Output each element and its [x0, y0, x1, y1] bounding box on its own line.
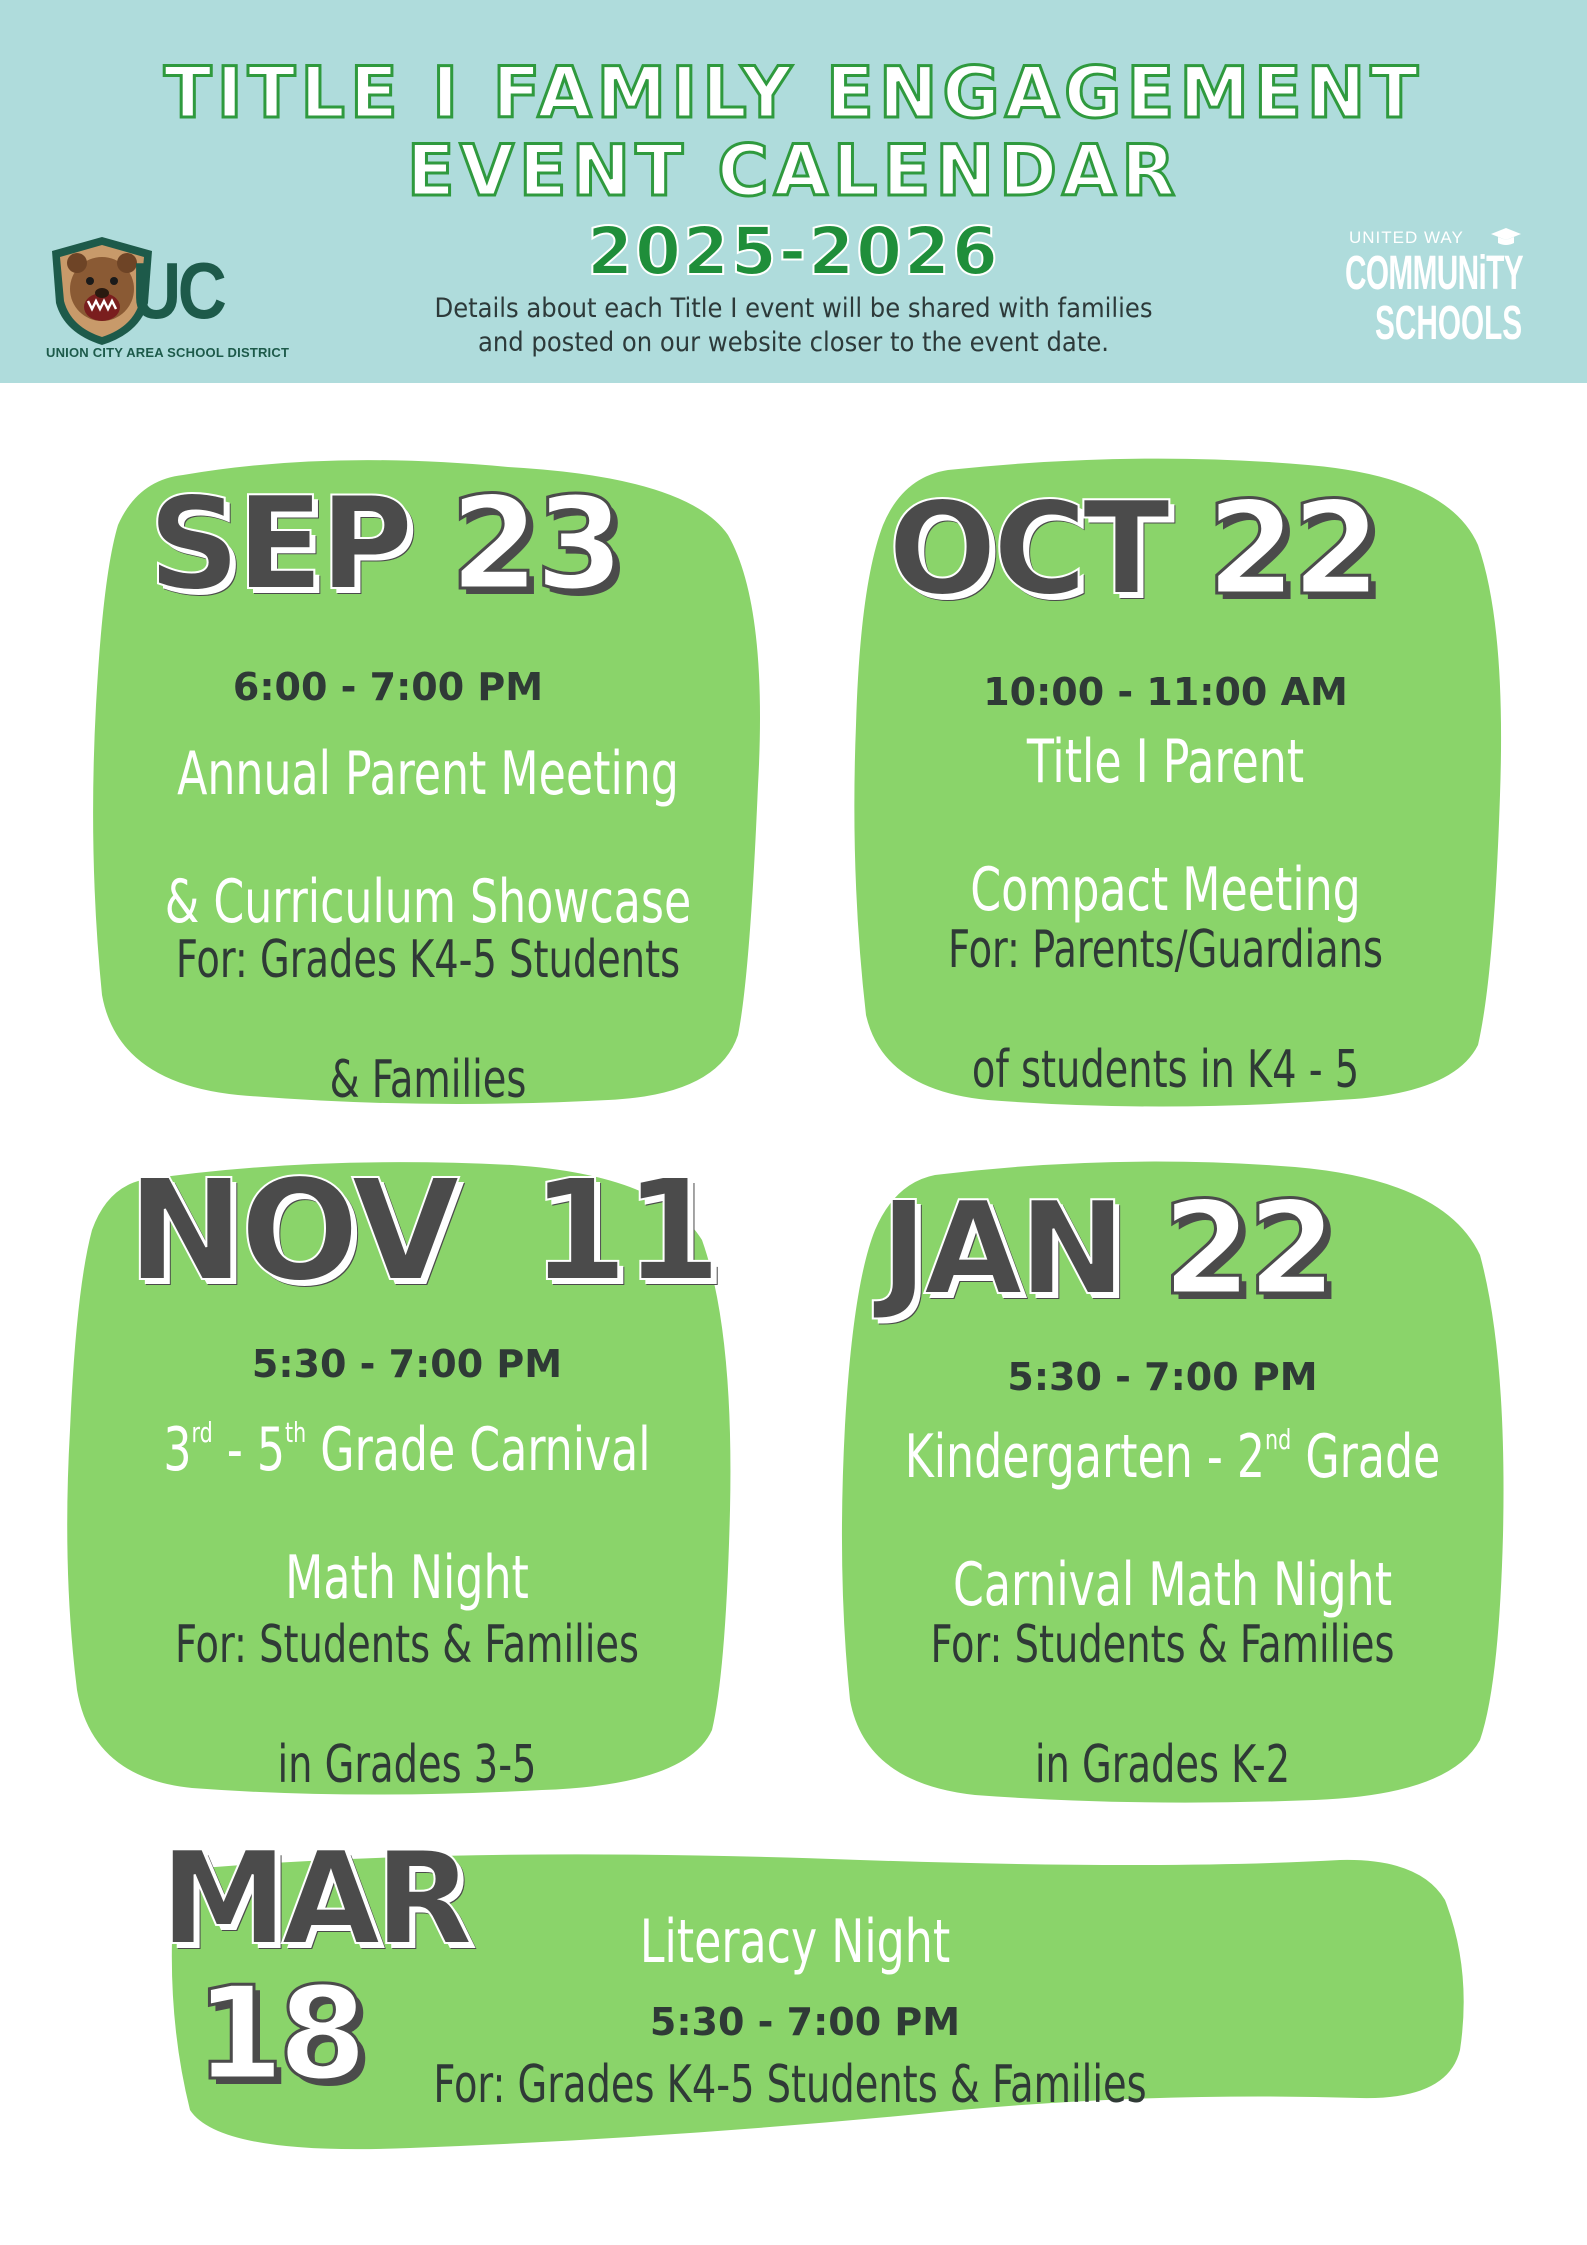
event-date [148, 470, 620, 619]
community-schools-logo [1345, 228, 1555, 363]
event-audience-mar: For: Grades K4-5 Students & Families [433, 2055, 1147, 2115]
event-day: 22 [1206, 475, 1377, 624]
header-banner [0, 0, 1587, 383]
event-day: 23 [450, 470, 621, 619]
event-day: 11 [530, 1150, 718, 1313]
details-note: Details about each Title I event will be shared with families and posted on our website closer to the event date. [434, 293, 1153, 358]
event-card-oct [838, 455, 1508, 1110]
event-month: OCT [888, 475, 1167, 624]
district-name: UNION CITY AREA SCHOOL DISTRICT [46, 345, 290, 360]
event-time: 6:00 - 7:00 PM [232, 665, 544, 709]
event-audience: For: Grades K4-5 Students & Families [175, 930, 681, 1110]
district-logo [44, 225, 290, 365]
event-name: 3rd - 5th Grade Carnival Math Night [163, 1415, 651, 1613]
event-month: SEP [148, 470, 410, 619]
graduation-cap-icon [1490, 226, 1522, 248]
event-month: MAR [160, 1825, 467, 1974]
event-month: JAN [880, 1175, 1122, 1324]
event-date [880, 1175, 1333, 1324]
school-year: 2025-2026 [587, 213, 1000, 290]
event-date-mar [160, 1825, 467, 1974]
event-day: 22 [1162, 1175, 1333, 1324]
event-time: 5:30 - 7:00 PM [1007, 1355, 1318, 1399]
community-text: COMMUNiTY [1345, 247, 1523, 300]
event-name: Title I Parent Compact Meeting [970, 727, 1361, 925]
event-card-jan [835, 1155, 1510, 1805]
event-audience: For: Students & Families in Grades 3-5 [174, 1615, 640, 1795]
title-line-1: TITLE I FAMILY ENGAGEMENT [163, 52, 1424, 134]
event-time: 10:00 - 11:00 AM [983, 670, 1348, 714]
event-date [127, 1150, 717, 1313]
united-way-text: UNITED WAY [1349, 228, 1464, 247]
event-time: 5:30 - 7:00 PM [251, 1342, 563, 1386]
event-name: Annual Parent Meeting & Curriculum Showcase [164, 739, 692, 937]
event-card-sep [88, 455, 768, 1110]
district-logo-letters: UC [132, 246, 224, 335]
schools-text: SCHOOLS [1375, 297, 1523, 350]
event-date [888, 475, 1377, 624]
event-card-nov [62, 1150, 752, 1800]
event-day: 18 [195, 1960, 362, 2109]
event-audience: For: Parents/Guardians of students in K4 - 5 [948, 920, 1383, 1100]
event-name-mar: Literacy Night [639, 1907, 951, 1977]
event-month: NOV [127, 1150, 456, 1313]
event-audience: For: Students & Families in Grades K-2 [930, 1615, 1395, 1795]
event-time-mar: 5:30 - 7:00 PM [649, 2000, 961, 2044]
event-name: Kindergarten - 2nd Grade Carnival Math Night [904, 1422, 1441, 1620]
title-line-2: EVENT CALENDAR [406, 130, 1181, 212]
